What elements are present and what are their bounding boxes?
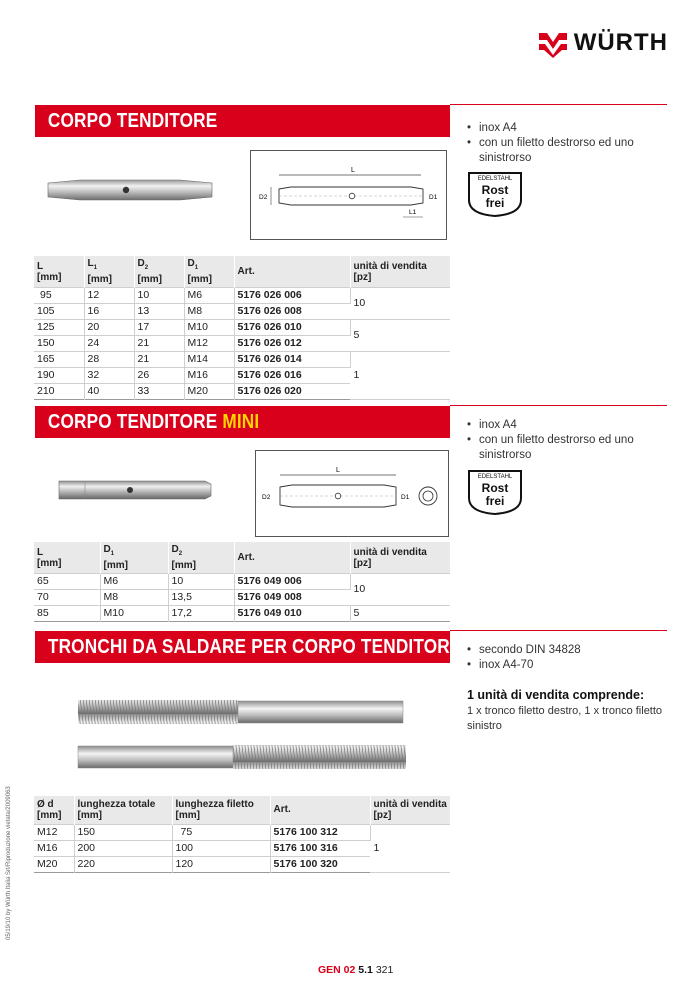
column-header: $D_2$ [mm] <box>168 542 234 574</box>
bullet-item: • inox A4-70 <box>467 658 667 673</box>
drawing-label-l1: L1 <box>409 209 417 216</box>
table-row: 85 M10 17,2 5176 049 010 5 <box>34 606 450 622</box>
section1-title: CORPO TENDITORE <box>47 110 218 132</box>
section3-title: TRONCHI DA SALDARE PER CORPO TENDITORE <box>47 636 462 658</box>
column-header: lunghezza filetto [mm] <box>172 796 270 824</box>
rost-frei-badge-icon <box>467 468 523 516</box>
bullet-item-continuation: sinistrorso <box>479 152 532 164</box>
bullet-item: • inox A4 <box>467 121 667 136</box>
bullet-item: • secondo DIN 34828 <box>467 643 667 658</box>
section3-header <box>35 631 462 663</box>
column-header: L [mm] <box>34 542 100 574</box>
svg-text:D2: D2 <box>262 494 271 501</box>
table-row: M12 150 75 5176 100 312 1 <box>34 824 450 840</box>
footer-group: GEN 02 <box>318 964 356 976</box>
table-row: M16 200 100 5176 100 316 <box>34 840 450 856</box>
weld-stud-photo <box>70 690 415 780</box>
page-footer <box>318 964 393 976</box>
footer-page-number: 321 <box>375 964 394 976</box>
table-row: M20 220 120 5176 100 320 <box>34 856 450 872</box>
unit-cell: 5 <box>350 320 450 352</box>
bullet-item: • inox A4 <box>467 418 667 433</box>
column-header: Ø d [mm] <box>34 796 74 824</box>
bullet-item: • con un filetto destrorso ed uno <box>467 136 667 151</box>
unit-cell: 1 <box>370 824 450 872</box>
section3-divider <box>450 630 667 631</box>
table-row: 95 12 10 M6 5176 026 006 10 <box>34 288 450 304</box>
column-header: L [mm] <box>34 256 84 288</box>
turnbuckle-technical-drawing <box>250 150 447 240</box>
wurth-logo <box>538 28 668 58</box>
drawing-label-d2: D2 <box>259 194 268 201</box>
table-row: 70 M8 13,5 5176 049 008 <box>34 590 450 606</box>
svg-text:frei: frei <box>485 494 505 508</box>
table-row: 125 20 17 M10 5176 026 010 5 <box>34 320 450 336</box>
sales-unit-body: 1 x tronco filetto destro, 1 x tronco filetto sinistro <box>467 705 663 732</box>
column-header: $D_1$ [mm] <box>184 256 234 288</box>
rost-frei-badge-icon <box>467 170 523 218</box>
section2-title: CORPO TENDITORE MINI <box>47 411 260 433</box>
column-header: unità di vendita [pz] <box>370 796 450 824</box>
section3-bullets <box>467 643 667 673</box>
column-header: $D_2$ [mm] <box>134 256 184 288</box>
column-header: Art. <box>270 796 370 824</box>
table-row: 150 24 21 M12 5176 026 012 <box>34 336 450 352</box>
table-row: 65 M6 10 5176 049 006 10 <box>34 574 450 590</box>
bullet-item-continuation: sinistrorso <box>479 449 532 461</box>
svg-text:L: L <box>336 467 340 474</box>
column-header: lunghezza totale [mm] <box>74 796 172 824</box>
mini-turnbuckle-photo <box>55 470 215 510</box>
column-header: $L_1$ [mm] <box>84 256 134 288</box>
badge-line1: Rost <box>481 183 509 197</box>
column-header: Art. <box>234 542 350 574</box>
side-copyright: 05/19/10 by Würth Italia Srl/Riproduzione vietata/2009063 <box>6 786 12 940</box>
section2-bullets <box>467 418 667 463</box>
footer-section: 5.1 <box>358 964 373 976</box>
badge-line2: frei <box>485 196 505 210</box>
unit-cell: 1 <box>350 352 450 400</box>
brand-name: WÜRTH <box>573 29 668 56</box>
section1-table <box>34 256 450 400</box>
table-row: 190 32 26 M16 5176 026 016 <box>34 368 450 384</box>
mini-turnbuckle-technical-drawing <box>255 450 449 537</box>
section1-divider <box>450 104 667 105</box>
bullet-item: • con un filetto destrorso ed uno <box>467 433 667 448</box>
svg-text:EDELSTAHL: EDELSTAHL <box>477 474 513 480</box>
section2-divider <box>450 405 667 406</box>
turnbuckle-photo <box>40 170 220 210</box>
svg-text:Rost: Rost <box>481 481 509 495</box>
drawing-label-l: L <box>351 167 355 174</box>
sales-unit-title: 1 unità di vendita comprende: <box>467 688 645 702</box>
badge-top-text: EDELSTAHL <box>477 176 513 182</box>
unit-cell: 10 <box>350 288 450 320</box>
column-header: Art. <box>234 256 350 288</box>
column-header: $D_1$ [mm] <box>100 542 168 574</box>
section3-table <box>34 796 450 873</box>
wurth-logo-mark-icon <box>538 28 568 58</box>
section1-bullets <box>467 121 667 166</box>
section2-table <box>34 542 450 622</box>
table-row: 105 16 13 M8 5176 026 008 <box>34 304 450 320</box>
section1-header <box>35 105 450 137</box>
unit-cell: 10 <box>350 574 450 606</box>
table-row: 210 40 33 M20 5176 026 020 <box>34 384 450 400</box>
column-header: unità di vendita [pz] <box>350 542 450 574</box>
unit-cell: 5 <box>350 606 450 622</box>
table-row: 165 28 21 M14 5176 026 014 1 <box>34 352 450 368</box>
section2-header <box>35 406 450 438</box>
drawing-label-d1: D1 <box>429 194 438 201</box>
svg-text:D1: D1 <box>401 494 410 501</box>
column-header: unità di vendita [pz] <box>350 256 450 288</box>
